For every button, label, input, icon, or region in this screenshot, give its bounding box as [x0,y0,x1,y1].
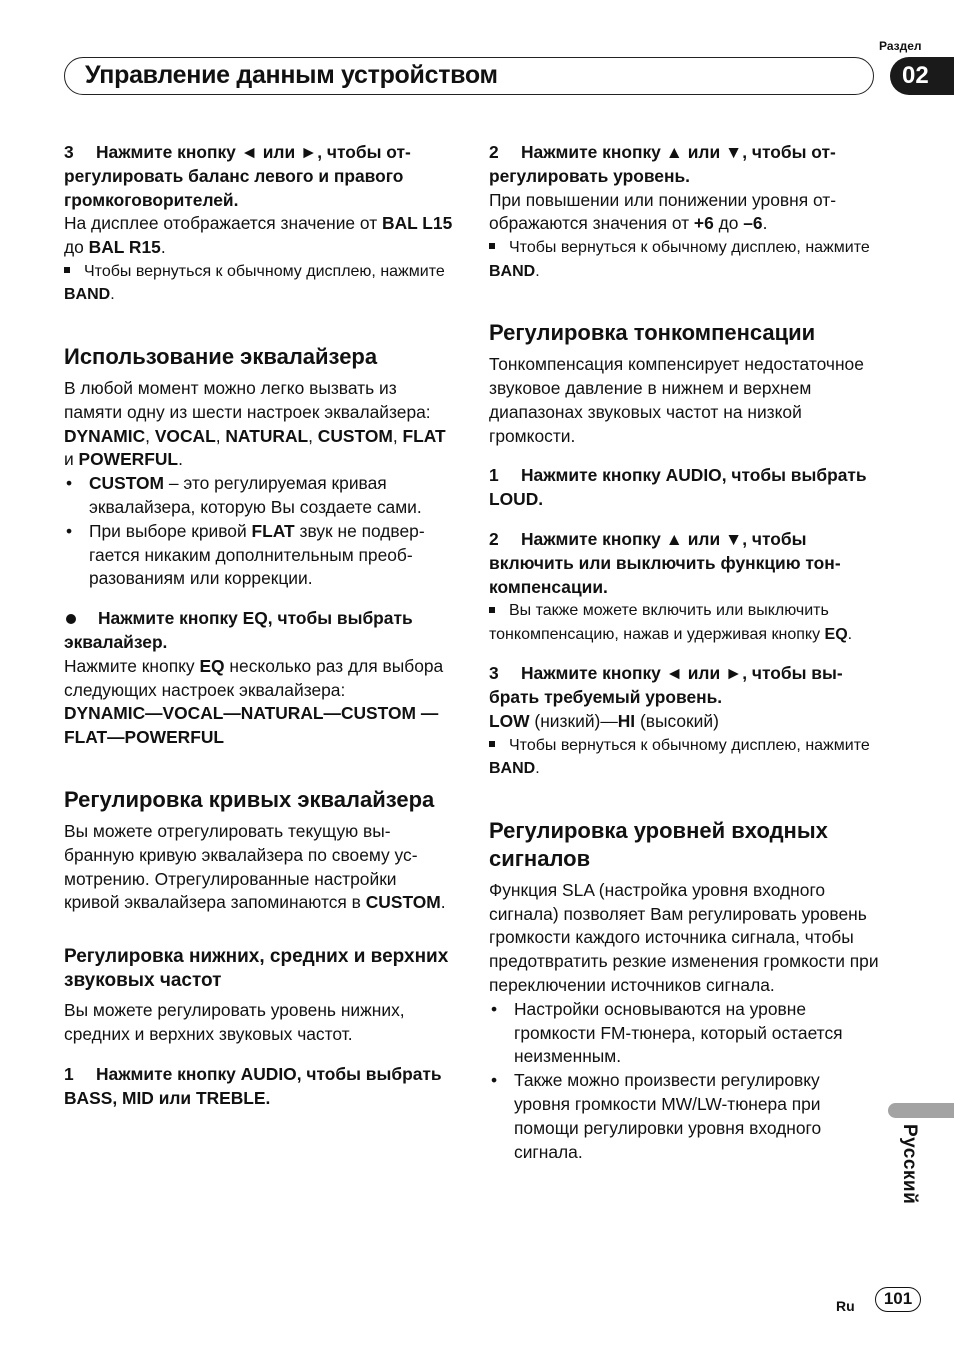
balance-body: На дисплее отображается значение от BAL L15 до BAL R15. [64,213,453,258]
page-number: 101 [875,1287,921,1312]
freq-body: Вы можете регулировать уровень нижних, средних и верхних звуковых частот. [64,1000,405,1044]
note-square-icon [64,267,70,273]
eq-bullet-flat: • При выборе кривой FLAT звук не подвергается никаким дополнительным преобразованиям или коррекции. [64,520,454,591]
step-2-level: 2 Нажмите кнопку ▲ или ▼, чтобы отрегулировать уровень. [489,142,836,186]
sla-bullet-1: • Настройки основываются на уровне громкости FM-тюнера, который остается неизменным. [489,998,879,1069]
loudness-step-2-note: Вы также можете включить или выключить тонкомпенсацию, нажав и удерживая кнопку EQ. [489,602,853,643]
loudness-body: Тонкомпенсация компенсирует недостаточное звуковое давление в нижнем и верхнем диапазонах звуковых частот на низкой громкости. [489,354,864,446]
language-tab [888,1103,954,1118]
balance-note: Чтобы вернуться к обычному дисплею, нажмите BAND. [64,262,445,304]
step-3-balance: 3 Нажмите кнопку ◄ или ►, чтобы отрегулировать баланс левого и правого громкоговорителей. [64,142,411,210]
heading-loudness: Регулировка тонкомпенсации [489,320,816,346]
note-square-icon [489,607,495,613]
heading-frequencies: Регулировка нижних, средних и верхних звуковых частот [64,946,449,992]
sla-bullet-2: • Также можно произвести регулировку уровня громкости MW/LW-тюнера при помощи регулировки уровня входного сигнала. [489,1069,879,1164]
note-square-icon [489,741,495,747]
left-column [64,141,454,1110]
heading-eq: Использование эквалайзера [64,343,378,369]
loudness-levels: LOW (низкий)—HI (высокий) [489,710,719,731]
section-number-badge: 02 [890,57,954,95]
eq-step-body: Нажмите кнопку EQ несколько раз для выбора следующих настроек эквалайзера: [64,655,444,700]
eq-step: Нажмите кнопку EQ, чтобы выбрать эквалайзер. [64,608,413,652]
header-bar [64,57,874,95]
language-code: Ru [836,1298,855,1314]
section-label: Раздел [879,39,922,53]
eq-bullet-custom: • CUSTOM – это регулируемая кривая эквалайзера, которую Вы создаете сами. [64,472,454,520]
level-note: Чтобы вернуться к обычному дисплею, нажмите BAND. [489,239,870,280]
curves-body: Вы можете отрегулировать текущую выбранную кривую эквалайзера по своему усмотрению. Отрегулированные настройки кривой эквалайзера запоминаются в CUSTOM. [64,820,446,913]
page-title: Управление данным устройством [85,61,498,89]
bullet-dot-icon [66,614,76,624]
heading-curves: Регулировка кривых эквалайзера [64,786,435,812]
loudness-step-2: 2 Нажмите кнопку ▲ или ▼, чтобы включить или выключить функцию тонкомпенсации. [489,528,841,597]
heading-sla: Регулировка уровней входных сигналов [489,817,828,871]
loudness-step-3: 3 Нажмите кнопку ◄ или ►, чтобы выбрать требуемый уровень. [489,663,843,708]
loudness-step-3-note: Чтобы вернуться к обычному дисплею, нажмите BAND. [489,736,870,778]
right-column [489,141,879,1164]
eq-intro: В любой момент можно легко вызвать из памяти одну из шести настроек эквалайзера: DYNAMIC, VOCAL, NATURAL, CUSTOM, FLAT и POWERFUL. [64,377,446,470]
level-body: При повышении или понижении уровня отображаются значения от +6 до –6. [489,189,837,234]
loudness-step-1: 1 Нажмите кнопку AUDIO, чтобы выбрать LOUD. [489,465,867,510]
language-label: Русский [899,1124,920,1205]
note-square-icon [489,243,495,249]
freq-step-1: 1 Нажмите кнопку AUDIO, чтобы выбрать BASS, MID или TREBLE. [64,1063,442,1108]
eq-sequence: DYNAMIC—VOCAL—NATURAL—CUSTOM —FLAT—POWERFUL [64,703,439,748]
sla-body: Функция SLA (настройка уровня входного сигнала) позволяет Вам регулировать уровень громкости каждого источника сигнала, чтобы предотвратить резкие изменения громкости при переключении источников сигнала. [489,879,879,995]
